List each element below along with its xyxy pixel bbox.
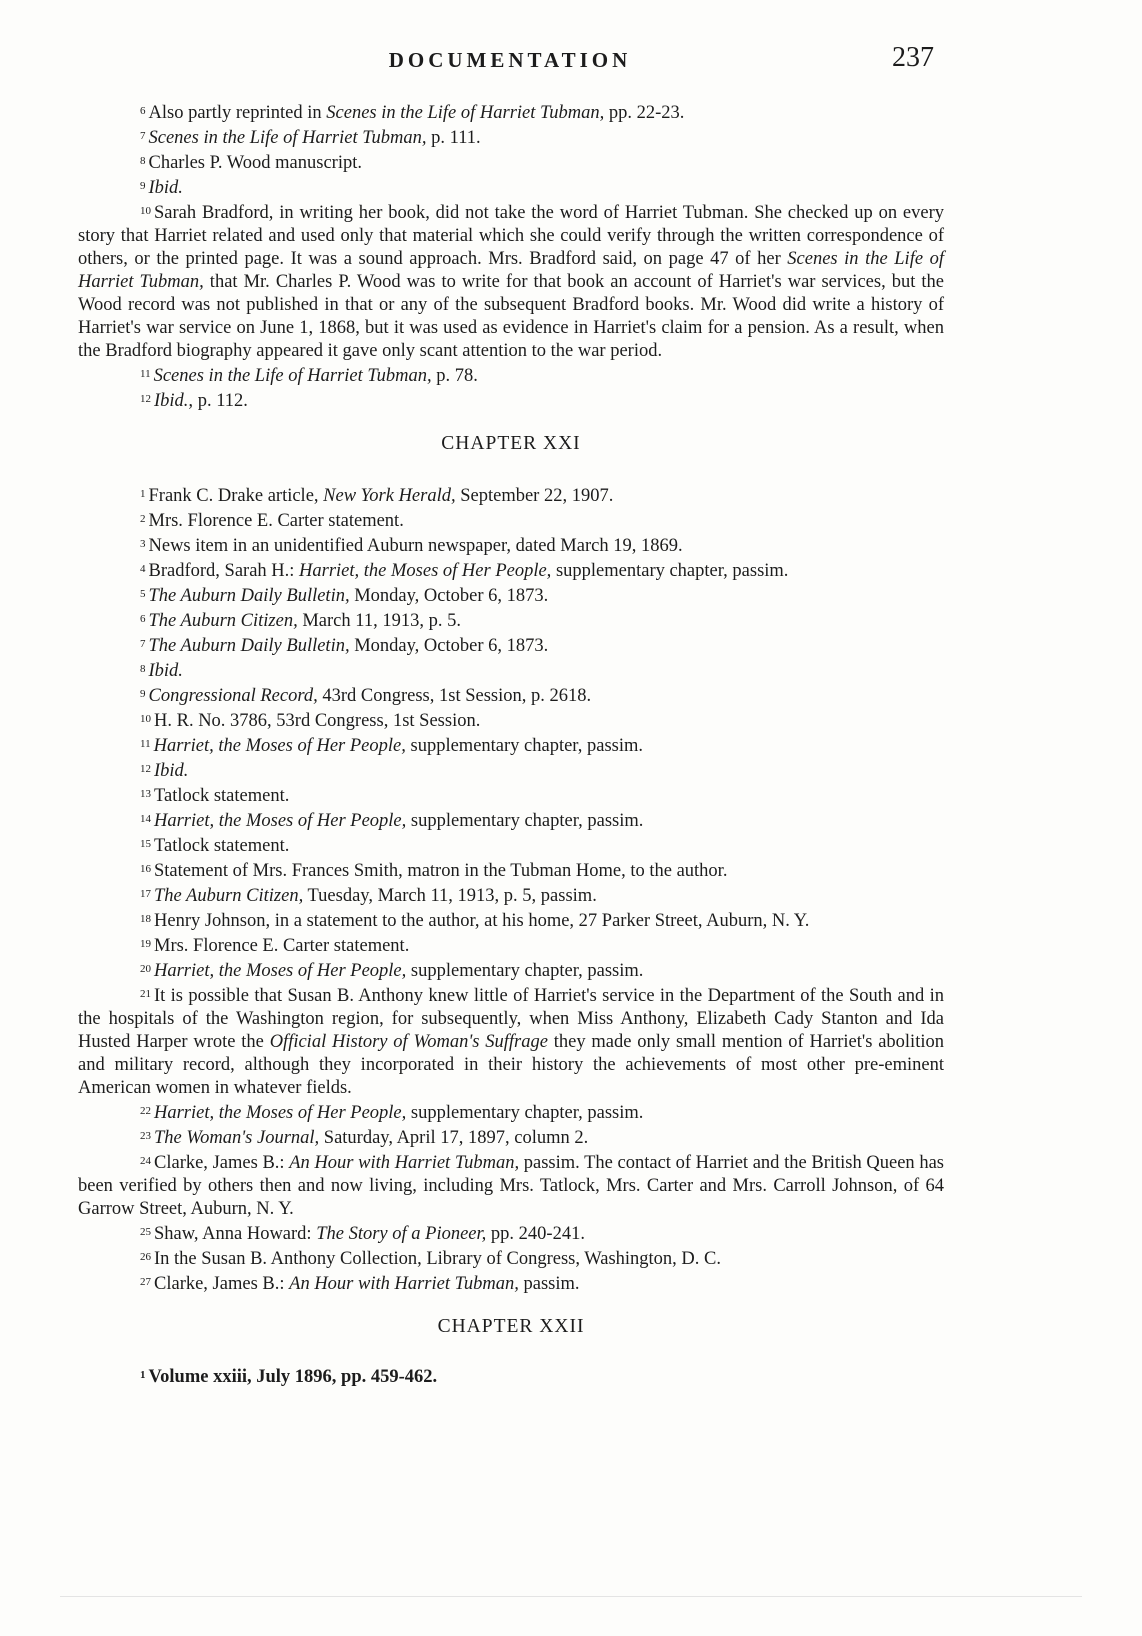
footnote-title: Scenes in the Life of Harriet Tubman, bbox=[78, 249, 944, 292]
footnote-title: Scenes in the Life of Harriet Tubman, bbox=[153, 366, 432, 386]
footnote-number: 2 bbox=[140, 513, 146, 525]
footnote bbox=[78, 633, 944, 658]
footnote-number: 10 bbox=[140, 713, 151, 725]
footnote bbox=[78, 388, 944, 413]
footnote bbox=[78, 908, 944, 933]
footnote-text: Statement of Mrs. Frances Smith, matron in the Tubman Home, to the author. bbox=[154, 861, 728, 881]
footnote-number: 24 bbox=[140, 1155, 151, 1167]
footnote bbox=[78, 200, 944, 363]
footnote-number: 17 bbox=[140, 888, 151, 900]
footnote-number: 1 bbox=[140, 488, 146, 500]
footnote-text: Frank C. Drake article, bbox=[148, 486, 324, 506]
footnote bbox=[78, 100, 944, 125]
footnote bbox=[78, 1221, 944, 1246]
footnote-title: Scenes in the Life of Harriet Tubman, bbox=[148, 128, 427, 148]
footnote-title: Ibid., bbox=[154, 391, 194, 411]
footnote-number: 6 bbox=[140, 105, 146, 117]
footnote-text: passim. bbox=[518, 1274, 580, 1294]
footnote-text: Mrs. Florence E. Carter statement. bbox=[154, 936, 410, 956]
footnote-number: 8 bbox=[140, 155, 146, 167]
footnote bbox=[78, 658, 944, 683]
footnote-text: Also partly reprinted in bbox=[148, 103, 327, 123]
footnote-text: Monday, October 6, 1873. bbox=[349, 586, 549, 606]
footnote bbox=[78, 758, 944, 783]
footnote-title: Ibid. bbox=[154, 761, 189, 781]
running-head: DOCUMENTATION bbox=[388, 48, 632, 72]
footnote-text: p. 78. bbox=[431, 366, 478, 386]
footnote bbox=[78, 833, 944, 858]
footnote-text: pp. 240-241. bbox=[486, 1224, 585, 1244]
footnote-number: 9 bbox=[140, 688, 146, 700]
footnote bbox=[78, 150, 944, 175]
footnote-number: 3 bbox=[140, 538, 146, 550]
footnote-text: they made only small mention of Harriet's abolition and military record, although they incorporated in their history the achievements of most other pre-eminent American women in whatever fields. bbox=[78, 1032, 944, 1098]
footnote-text: Charles P. Wood manuscript. bbox=[148, 153, 362, 173]
footnote bbox=[78, 1364, 944, 1389]
footnote-text: Volume xxiii, July 1896, pp. 459-462. bbox=[148, 1367, 438, 1387]
footnote-title: The Auburn Daily Bulletin, bbox=[148, 636, 350, 656]
footnote-text: Monday, October 6, 1873. bbox=[349, 636, 549, 656]
footnote-title: An Hour with Harriet Tubman, bbox=[289, 1153, 520, 1173]
footnote bbox=[78, 783, 944, 808]
footnote-number: 18 bbox=[140, 913, 151, 925]
footnote bbox=[78, 983, 944, 1100]
footnote-number: 9 bbox=[140, 180, 146, 192]
footnote-title: The Auburn Citizen, bbox=[154, 886, 304, 906]
footnote-text: 43rd Congress, 1st Session, p. 2618. bbox=[317, 686, 592, 706]
footnote-text: supplementary chapter, passim. bbox=[406, 961, 644, 981]
footnote-title: Ibid. bbox=[148, 178, 183, 198]
footnote-text: Saturday, April 17, 1897, column 2. bbox=[319, 1128, 589, 1148]
footnote bbox=[78, 933, 944, 958]
footnote-number: 4 bbox=[140, 563, 146, 575]
footnote-text: Tatlock statement. bbox=[154, 786, 290, 806]
footnote-number: 15 bbox=[140, 838, 151, 850]
footnote-number: 19 bbox=[140, 938, 151, 950]
page-header bbox=[80, 42, 940, 82]
footnote-text: In the Susan B. Anthony Collection, Library of Congress, Washington, D. C. bbox=[154, 1249, 722, 1269]
footnote-title: Scenes in the Life of Harriet Tubman, bbox=[326, 103, 605, 123]
footnote-number: 14 bbox=[140, 813, 151, 825]
footnote bbox=[78, 958, 944, 983]
footnote-number: 11 bbox=[140, 738, 151, 750]
footnote bbox=[78, 583, 944, 608]
footnote-title: Official History of Woman's Suffrage bbox=[269, 1032, 548, 1052]
footnote-text: Tatlock statement. bbox=[154, 836, 290, 856]
footnote-number: 6 bbox=[140, 613, 146, 625]
footnote-title: The Story of a Pioneer, bbox=[316, 1224, 487, 1244]
footnote bbox=[78, 708, 944, 733]
footnote bbox=[78, 883, 944, 908]
footnote-text: H. R. No. 3786, 53rd Congress, 1st Session. bbox=[154, 711, 481, 731]
footnote bbox=[78, 483, 944, 508]
footnote-number: 1 bbox=[140, 1369, 146, 1381]
footnote-text: It is possible that Susan B. Anthony knew little of Harriet's service in the Department of the South and in the hospitals of the Washington region, for subsequently, when Miss Anthony, Elizabeth Cady Stanton and Ida Husted Harper wrote the bbox=[78, 986, 944, 1052]
notes-body bbox=[78, 100, 944, 1389]
footnote bbox=[78, 1125, 944, 1150]
notes-section-chapter-xxi bbox=[78, 483, 944, 1296]
page-bottom-rule bbox=[60, 1596, 1082, 1597]
footnote-text: p. 111. bbox=[426, 128, 481, 148]
footnote-text: that Mr. Charles P. Wood was to write for that book an account of Harriet's war services, but the Wood record was not published in that or any of the subsequent Bradford books. Mr. Wood did write a history of Harriet's war service on June 1, 1868, but it was used as evidence in Harriet's claim for a pension. As a result, when the Bradford biography appeared it gave only scant attention to the war period. bbox=[78, 272, 944, 361]
footnote-text: Bradford, Sarah H.: bbox=[148, 561, 300, 581]
footnote-number: 22 bbox=[140, 1105, 151, 1117]
footnote-text: p. 112. bbox=[193, 391, 248, 411]
footnote-number: 8 bbox=[140, 663, 146, 675]
footnote-number: 13 bbox=[140, 788, 151, 800]
footnote bbox=[78, 533, 944, 558]
footnote-title: An Hour with Harriet Tubman, bbox=[289, 1274, 519, 1294]
footnote-number: 7 bbox=[140, 638, 146, 650]
footnote-title: Harriet, the Moses of Her People, bbox=[154, 1103, 407, 1123]
footnote-text: supplementary chapter, passim. bbox=[406, 811, 644, 831]
footnote bbox=[78, 733, 944, 758]
footnote-text: pp. 22-23. bbox=[604, 103, 685, 123]
footnote-title: New York Herald, bbox=[323, 486, 456, 506]
footnote-text: Tuesday, March 11, 1913, p. 5, passim. bbox=[303, 886, 597, 906]
footnote-text: News item in an unidentified Auburn newspaper, dated March 19, 1869. bbox=[148, 536, 683, 556]
chapter-heading-xxii: CHAPTER XXII bbox=[437, 1316, 585, 1337]
footnote-title: Congressional Record, bbox=[148, 686, 318, 706]
footnote-number: 16 bbox=[140, 863, 151, 875]
footnote-number: 27 bbox=[140, 1276, 151, 1288]
footnote-text: March 11, 1913, p. 5. bbox=[297, 611, 461, 631]
footnote-text: supplementary chapter, passim. bbox=[405, 736, 643, 756]
footnote bbox=[78, 508, 944, 533]
footnote-title: Ibid. bbox=[148, 661, 183, 681]
footnote bbox=[78, 1100, 944, 1125]
footnote-number: 20 bbox=[140, 963, 151, 975]
footnote bbox=[78, 125, 944, 150]
footnote-title: The Woman's Journal, bbox=[154, 1128, 320, 1148]
footnote-text: Henry Johnson, in a statement to the author, at his home, 27 Parker Street, Auburn, N. Y. bbox=[154, 911, 810, 931]
footnote bbox=[78, 1271, 944, 1296]
footnote-number: 12 bbox=[140, 393, 151, 405]
footnote-text: supplementary chapter, passim. bbox=[406, 1103, 644, 1123]
footnote bbox=[78, 683, 944, 708]
footnote bbox=[78, 175, 944, 200]
footnote-title: Harriet, the Moses of Her People, bbox=[153, 736, 406, 756]
page-number: 237 bbox=[892, 42, 934, 73]
footnote-number: 21 bbox=[140, 988, 151, 1000]
footnote-text: Shaw, Anna Howard: bbox=[154, 1224, 317, 1244]
footnote-title: The Auburn Daily Bulletin, bbox=[148, 586, 350, 606]
notes-section-chapter-xxii bbox=[78, 1364, 944, 1389]
footnote bbox=[78, 1150, 944, 1221]
footnote-number: 11 bbox=[140, 368, 151, 380]
footnote-text: Mrs. Florence E. Carter statement. bbox=[148, 511, 404, 531]
footnote-text: Clarke, James B.: bbox=[154, 1274, 290, 1294]
footnote-title: Harriet, the Moses of Her People, bbox=[154, 811, 407, 831]
footnote-number: 12 bbox=[140, 763, 151, 775]
footnote-number: 23 bbox=[140, 1130, 151, 1142]
footnote bbox=[78, 808, 944, 833]
footnote bbox=[78, 558, 944, 583]
footnote bbox=[78, 608, 944, 633]
footnote bbox=[78, 363, 944, 388]
notes-section-top bbox=[78, 100, 944, 413]
footnote-number: 5 bbox=[140, 588, 146, 600]
footnote-text: supplementary chapter, passim. bbox=[551, 561, 789, 581]
footnote-number: 7 bbox=[140, 130, 146, 142]
footnote-number: 10 bbox=[140, 205, 151, 217]
footnote-text: passim. The contact of Harriet and the British Queen has been verified by others then and now living, including Mrs. Tatlock, Mrs. Carter and Mrs. Carroll Johnson, of 64 Garrow Street, Auburn, N. Y. bbox=[78, 1153, 944, 1219]
footnote-title: Harriet, the Moses of Her People, bbox=[154, 961, 407, 981]
footnote-title: Harriet, the Moses of Her People, bbox=[299, 561, 552, 581]
footnote-text: September 22, 1907. bbox=[455, 486, 614, 506]
footnote-text: Sarah Bradford, in writing her book, did not take the word of Harriet Tubman. She checked up on every story that Harriet related and used only that material which she could verify through the written correspondence of others, or the printed page. It was a sound approach. Mrs. Bradford said, on page 47 of her bbox=[78, 203, 944, 269]
footnote bbox=[78, 858, 944, 883]
footnote bbox=[78, 1246, 944, 1271]
footnote-number: 25 bbox=[140, 1226, 151, 1238]
chapter-heading-xxi: CHAPTER XXI bbox=[441, 433, 581, 454]
footnote-title: The Auburn Citizen, bbox=[148, 611, 298, 631]
footnote-number: 26 bbox=[140, 1251, 151, 1263]
footnote-text: Clarke, James B.: bbox=[154, 1153, 290, 1173]
